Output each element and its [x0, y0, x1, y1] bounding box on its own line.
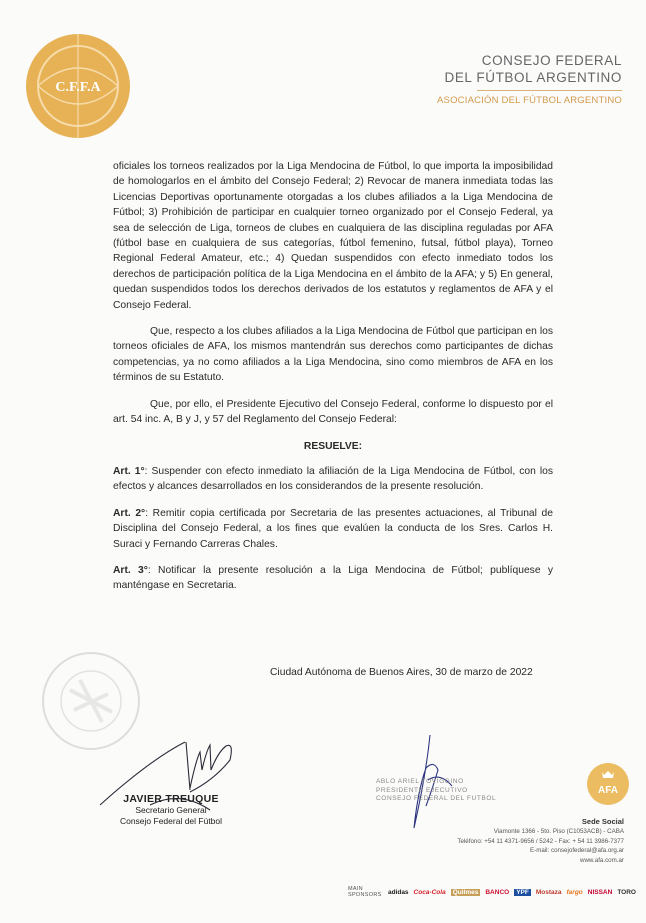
afa-logo-text: AFA [598, 785, 618, 796]
resuelve-heading: RESUELVE: [303, 440, 363, 452]
article-1-text: : Suspender con efecto inmediato la afiliación de la Liga Mendocina de Fútbol, con los efectos y alcances desarrollados en los considerandos de la presente resolución. [113, 465, 553, 493]
org-subtitle: ASOCIACIÓN DEL FÚTBOL ARGENTINO [437, 95, 622, 106]
president-name: ABLO ARIEL TOVIGGINO [376, 778, 464, 785]
paragraph-2: Que, respecto a los clubes afiliados a la Liga Mendocina de Fútbol que participan en los torneos oficiales de AFA, los mismos mantendrán sus derechos como participantes de dichas competencias, ya no como afiliados a la Liga Mendocina, sino como miembros de AFA en los términos de su Estatuto. [113, 326, 553, 384]
sponsor-logo: fargo [566, 888, 583, 896]
sponsors-bar [348, 885, 636, 899]
sponsor-logo: NISSAN [587, 888, 613, 896]
sede-social-block [457, 816, 624, 865]
article-1-label: Art. 1° [113, 465, 145, 477]
sponsors-label: MAIN SPONSORS [348, 886, 382, 898]
secretary-name: JAVIER TREUQUE [123, 793, 219, 805]
article-3-label: Art. 3° [113, 564, 148, 576]
secretary-org: Consejo Federal del Fútbol [119, 816, 223, 826]
sponsor-logo: BANCO [485, 888, 510, 896]
president-org: CONSEJO FEDERAL DEL FUTBOL [376, 795, 497, 802]
org-name-line2: DEL FÚTBOL ARGENTINO [444, 69, 622, 85]
sede-email[interactable]: E-mail: consejofederal@afa.org.ar [530, 847, 624, 854]
sponsor-logo: YPF [516, 888, 529, 896]
sede-website[interactable]: www.afa.com.ar [579, 856, 624, 864]
place-date: Ciudad Autónoma de Buenos Aires, 30 de marzo de 2022 [270, 667, 533, 678]
sede-address: Viamonte 1366 - 5to. Piso (C1053ACB) - CABA [493, 828, 624, 835]
afa-logo-icon [586, 762, 630, 806]
article-2-label: Art. 2° [113, 507, 146, 519]
president-title: PRESIDENTE EJECUTIVO [376, 786, 468, 794]
paragraph-3: Que, por ello, el Presidente Ejecutivo del Consejo Federal, conforme lo dispuesto por el art. 54 inc. A, B y J, y 57 del Reglamento del Consejo Federal: [113, 398, 553, 426]
paragraph-1: oficiales los torneos realizados por la Liga Mendocina de Fútbol, lo que importa la imposibilidad de homologarlos en el ámbito del Consejo Federal; 2) Revocar de manera inmediata todas las Licencias Deportivas oportunamente otorgadas a los clubes afiliados a la Liga Mendocina de Fútbol; 3) Prohibición de participar en cualquier torneo organizado por el Consejo Federal, ya sea de selección de Liga, torneos de clubes en cualquiera de las disciplina reguladas por AFA (fútbol base en cualquiera de sus categorías, fútbol femenino, futsal, fútbol playa), Torneo Regional Federal Amateur, etc.; 4) Quedan suspendidos con efecto inmediato todos los derechos de participación política de la Liga Mendocina en el ámbito de la AFA; y 5) En general, quedan suspendidos todos los derechos derivados de los estatutos y reglamentos de AFA y el Consejo Federal. [113, 161, 553, 311]
article-2-text: : Remitir copia certificada por Secretaria de las presentes actuaciones, al Tribunal de Disciplina del Consejo Federal, a los fines que evalúen la conducta de los Sres. Carlos H. Suraci y Fernando Carreras Chales. [113, 507, 553, 550]
logo-text: C.F.F.A [55, 80, 101, 95]
sponsor-logo: Mostaza [535, 888, 562, 896]
org-name-line1: CONSEJO FEDERAL [481, 53, 622, 68]
signature-block-secretary [110, 793, 232, 827]
sponsor-logo: Quilmes [452, 888, 479, 896]
sede-phone: Teléfono: +54 11 4371-9656 / 5242 - Fax: + 54 11 3986-7377 [457, 837, 624, 845]
secretary-title: Secretario General [135, 805, 207, 815]
article-3-text: : Notificar la presente resolución a la Liga Mendocina de Fútbol; publíquese y manténgase en Secretaria. [113, 564, 553, 592]
sponsor-logo: adidas [387, 888, 409, 896]
sponsor-logo: TORO [617, 888, 636, 896]
sponsor-logo: Coca-Cola [413, 888, 446, 896]
sede-title: Sede Social [581, 817, 624, 826]
signature-block-president [376, 778, 496, 804]
